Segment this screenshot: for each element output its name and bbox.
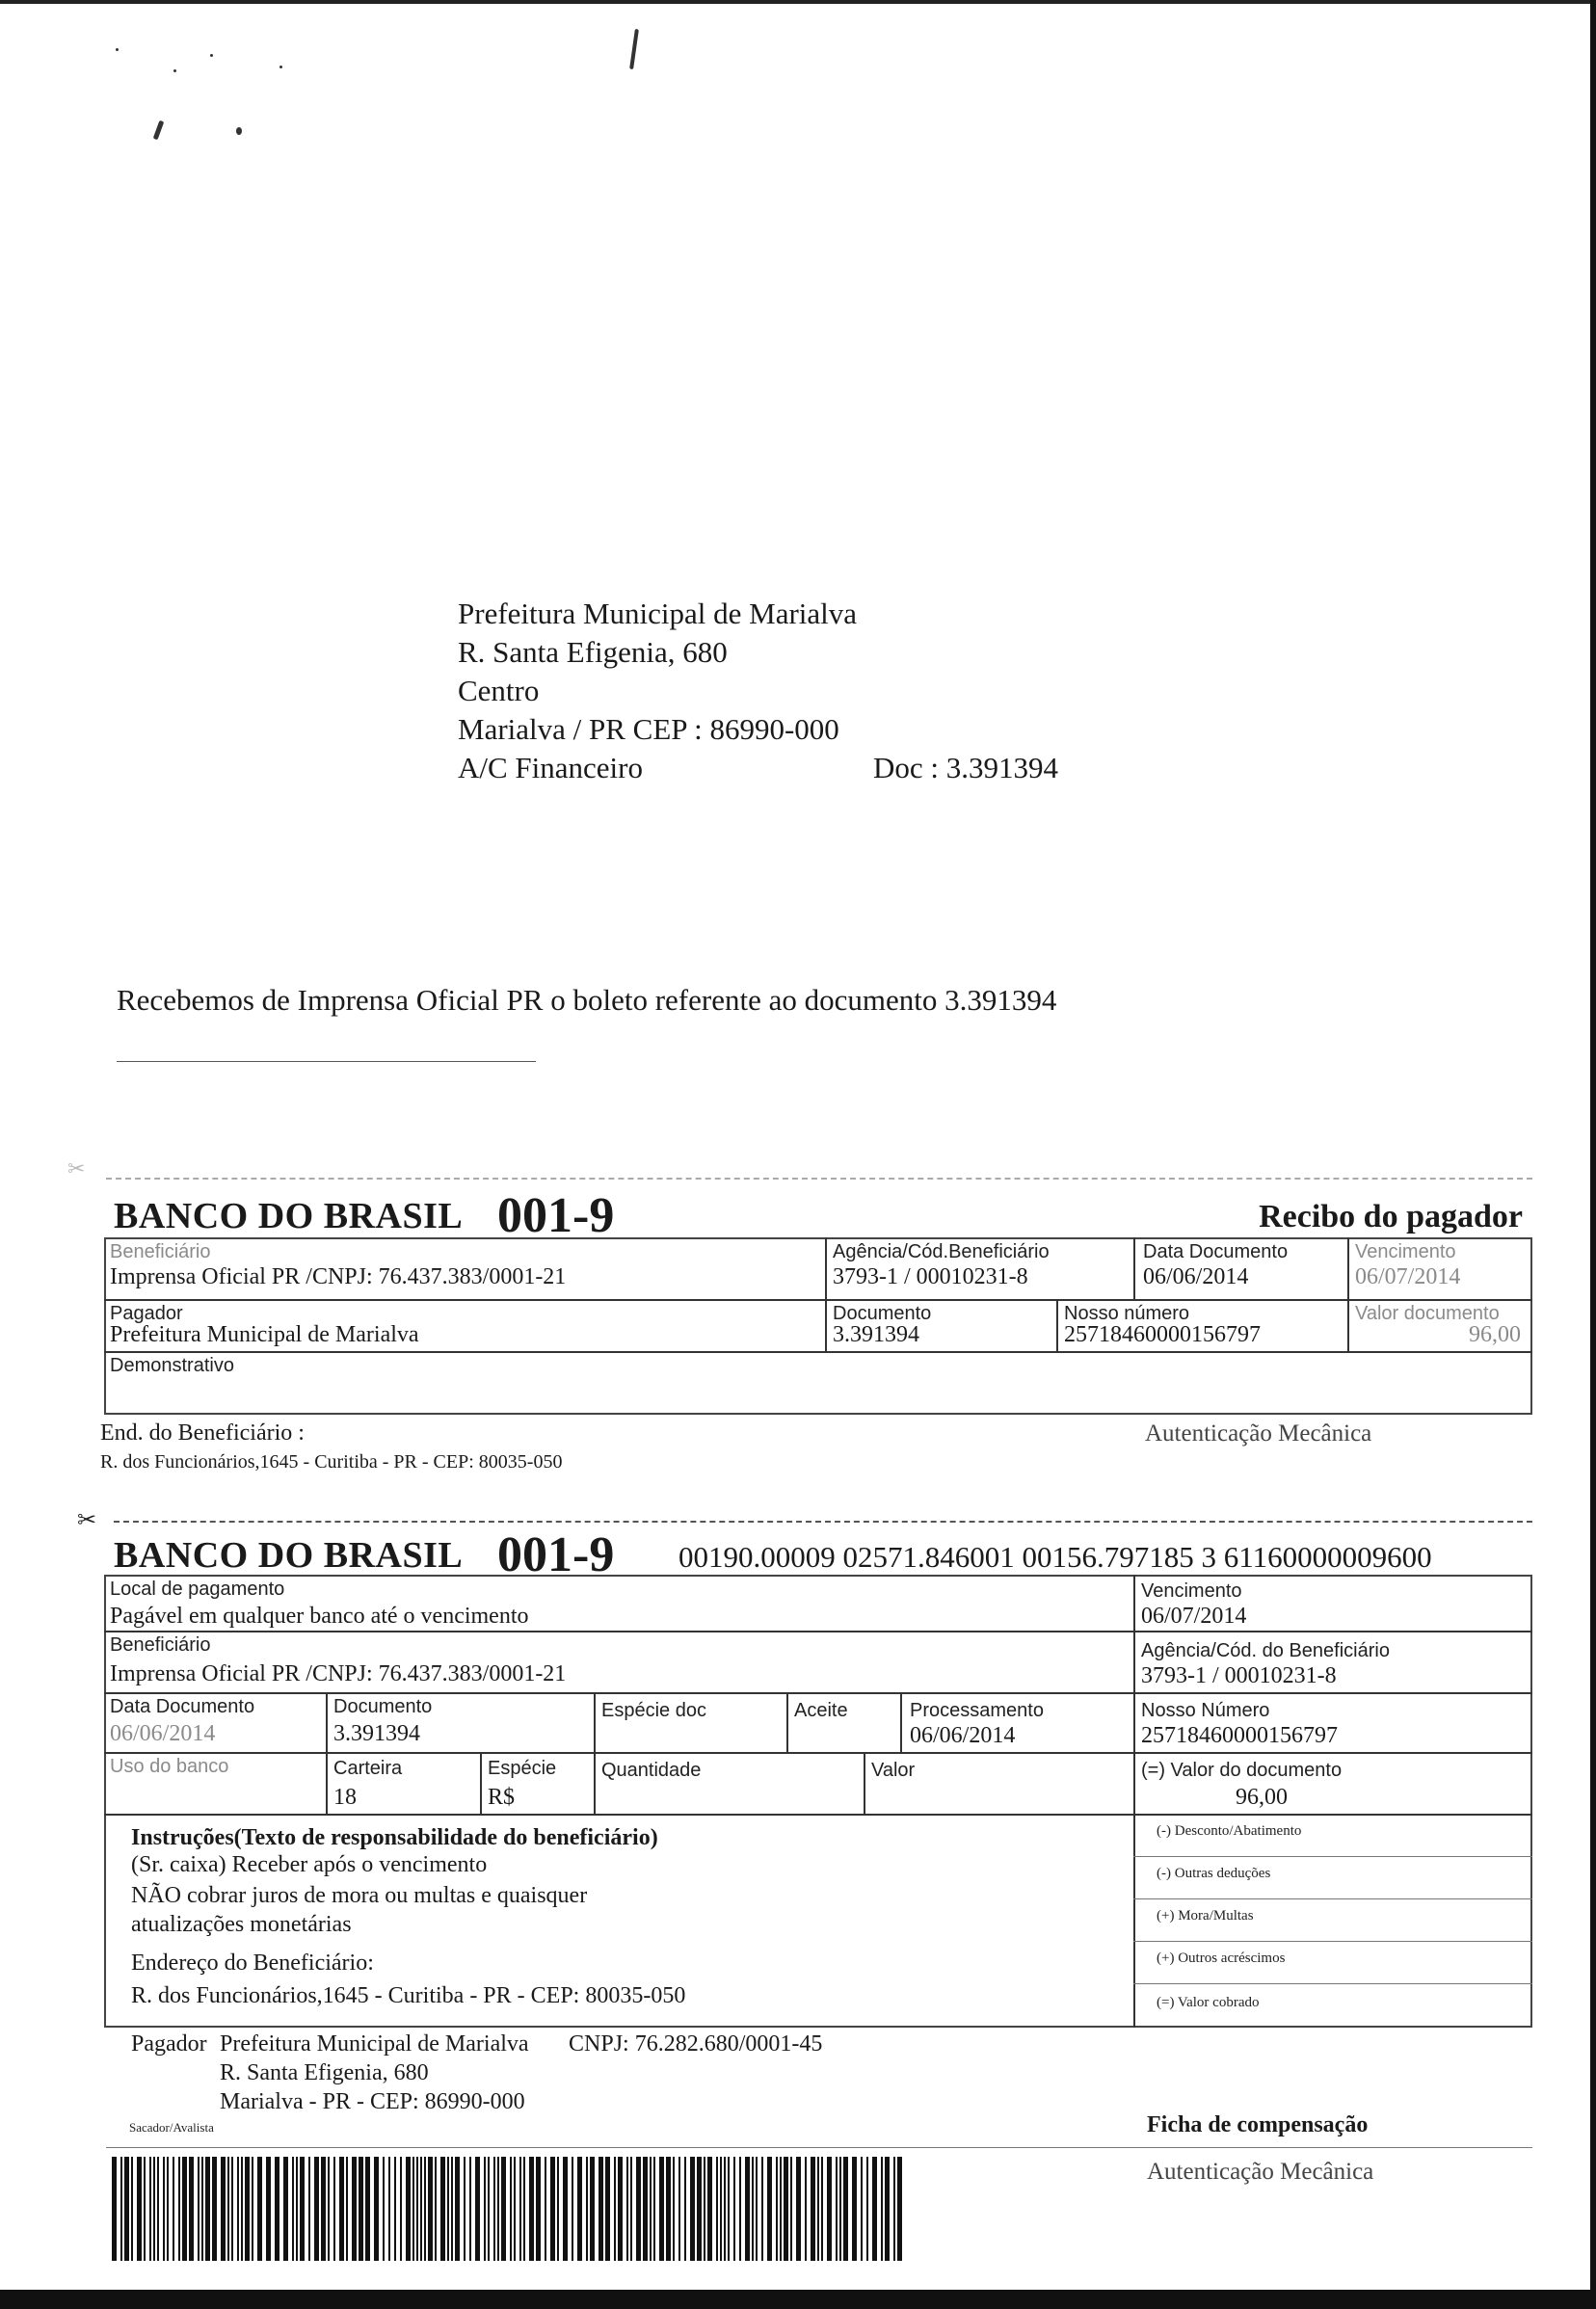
- scan-top-edge: [0, 0, 1596, 4]
- barcode-bar: [383, 2157, 385, 2261]
- recibo-vencimento-value: 06/07/2014: [1355, 1264, 1461, 1289]
- recibo-row-divider: [104, 1299, 1532, 1301]
- barcode-bar: [796, 2157, 801, 2261]
- barcode-bar: [321, 2157, 326, 2261]
- ficha-local-value: Pagável em qualquer banco até o vencimento: [110, 1604, 529, 1629]
- barcode-bar: [563, 2157, 568, 2261]
- scissors-icon: ✂: [77, 1508, 97, 1533]
- ficha-pagador-line2: R. Santa Efigenia, 680: [220, 2060, 429, 2085]
- ficha-right-row-divider: [1133, 1941, 1532, 1942]
- ficha-instrucao-line: Endereço do Beneficiário:: [131, 1951, 374, 1976]
- barcode-bar: [163, 2157, 165, 2261]
- ficha-quantidade-label: Quantidade: [601, 1760, 702, 1781]
- ficha-nosso-label: Nosso Número: [1141, 1700, 1270, 1721]
- barcode-bar: [257, 2157, 262, 2261]
- letter-district: Centro: [458, 674, 540, 707]
- letter-address: [458, 595, 857, 787]
- barcode-bar: [447, 2157, 449, 2261]
- ficha-carteira-value: 18: [333, 1785, 357, 1810]
- ficha-row-divider: [104, 1814, 1532, 1816]
- ficha-desconto-label: (-) Desconto/Abatimento: [1157, 1823, 1302, 1839]
- barcode-bar: [659, 2157, 664, 2261]
- barcode-bar: [707, 2157, 712, 2261]
- barcode-bar: [231, 2157, 233, 2261]
- barcode-bar: [653, 2157, 655, 2261]
- barcode-bar: [761, 2157, 763, 2261]
- scan-mark: [236, 127, 242, 135]
- barcode-bar: [678, 2157, 680, 2261]
- recibo-end-value: R. dos Funcionários,1645 - Curitiba - PR - CEP: 80035-050: [100, 1451, 563, 1473]
- barcode-bar: [752, 2157, 754, 2261]
- recibo-valor-label: Valor documento: [1355, 1303, 1500, 1324]
- barcode-bar: [428, 2157, 433, 2261]
- barcode-bar: [811, 2157, 815, 2261]
- scan-bottom-edge: [0, 2290, 1596, 2309]
- barcode-bar: [451, 2157, 453, 2261]
- barcode-bar: [352, 2157, 357, 2261]
- barcode-bar: [626, 2157, 628, 2261]
- scan-speck: [173, 69, 176, 72]
- barcode-bar: [523, 2157, 525, 2261]
- barcode-bar: [237, 2157, 239, 2261]
- barcode-bar: [897, 2157, 902, 2261]
- barcode-bar: [469, 2157, 471, 2261]
- recibo-demonstrativo-label: Demonstrativo: [110, 1355, 234, 1376]
- barcode-bar: [739, 2157, 741, 2261]
- ficha-processamento-label: Processamento: [910, 1700, 1044, 1721]
- ficha-bank-name: BANCO DO BRASIL: [114, 1535, 464, 1576]
- barcode-bar: [314, 2157, 319, 2261]
- barcode-bar: [212, 2157, 217, 2261]
- ficha-compensacao-title: Ficha de compensação: [1147, 2112, 1369, 2137]
- ficha-mora-label: (+) Mora/Multas: [1157, 1908, 1254, 1924]
- barcode-bar: [605, 2157, 610, 2261]
- barcode-bar: [776, 2157, 778, 2261]
- barcode-bar: [201, 2157, 203, 2261]
- barcode-bar: [137, 2157, 142, 2261]
- ficha-outros-acrescimos-label: (+) Outros acréscimos: [1157, 1951, 1286, 1966]
- barcode-bar: [716, 2157, 718, 2261]
- letter-street: R. Santa Efigenia, 680: [458, 635, 728, 669]
- barcode-bar: [300, 2157, 305, 2261]
- ficha-sacador-label: Sacador/Avalista: [129, 2120, 214, 2135]
- barcode-bar: [836, 2157, 838, 2261]
- ficha-outras-deducoes-label: (-) Outras deduções: [1157, 1866, 1271, 1881]
- barcode-bar: [557, 2157, 559, 2261]
- barcode-bar: [704, 2157, 705, 2261]
- barcode-bar: [756, 2157, 758, 2261]
- barcode-bar: [124, 2157, 129, 2261]
- barcode-bar: [805, 2157, 807, 2261]
- ficha-documento-label: Documento: [333, 1696, 433, 1717]
- ficha-local-label: Local de pagamento: [110, 1579, 285, 1600]
- scan-speck: [279, 66, 282, 68]
- ficha-right-column-divider: [1133, 1575, 1135, 2028]
- ficha-agencia-label: Agência/Cód. do Beneficiário: [1141, 1640, 1390, 1661]
- recibo-agencia-value: 3793-1 / 00010231-8: [833, 1264, 1028, 1289]
- barcode-bar: [861, 2157, 863, 2261]
- ficha-col-divider: [864, 1752, 865, 1814]
- barcode-bar: [346, 2157, 348, 2261]
- barcode: [112, 2157, 904, 2261]
- barcode-bar: [182, 2157, 187, 2261]
- barcode-bar: [296, 2157, 298, 2261]
- barcode-bar: [817, 2157, 819, 2261]
- barcode-bar: [630, 2157, 632, 2261]
- ficha-uso-banco-label: Uso do banco: [110, 1756, 229, 1777]
- ficha-instrucao-line: (Sr. caixa) Receber após o vencimento: [131, 1852, 488, 1877]
- scan-mark: [629, 29, 639, 69]
- barcode-bar: [198, 2157, 200, 2261]
- barcode-bar: [697, 2157, 702, 2261]
- ficha-pagador-cnpj: CNPJ: 76.282.680/0001-45: [569, 2031, 823, 2057]
- recibo-pagador-value: Prefeitura Municipal de Marialva: [110, 1322, 419, 1347]
- ficha-pagador-line1: Prefeitura Municipal de Marialva: [220, 2031, 529, 2057]
- ficha-valor-doc-label: (=) Valor do documento: [1141, 1760, 1343, 1781]
- barcode-bar: [388, 2157, 390, 2261]
- barcode-bar: [728, 2157, 730, 2261]
- barcode-bar: [497, 2157, 499, 2261]
- barcode-bar: [852, 2157, 857, 2261]
- ficha-processamento-value: 06/06/2014: [910, 1723, 1016, 1748]
- barcode-bar: [308, 2157, 310, 2261]
- barcode-bar: [690, 2157, 695, 2261]
- barcode-bar: [618, 2157, 623, 2261]
- barcode-bar: [359, 2157, 363, 2261]
- ficha-col-divider: [326, 1692, 328, 1814]
- barcode-bar: [227, 2157, 229, 2261]
- barcode-bar: [424, 2157, 426, 2261]
- barcode-bar: [455, 2157, 460, 2261]
- barcode-bar: [275, 2157, 279, 2261]
- ficha-col-divider: [900, 1692, 902, 1752]
- barcode-bar: [519, 2157, 521, 2261]
- barcode-bar: [374, 2157, 379, 2261]
- barcode-bar: [167, 2157, 169, 2261]
- ficha-agencia-value: 3793-1 / 00010231-8: [1141, 1663, 1337, 1688]
- ficha-data-doc-label: Data Documento: [110, 1696, 255, 1717]
- barcode-bar: [872, 2157, 877, 2261]
- recibo-agencia-label: Agência/Cód.Beneficiário: [833, 1241, 1050, 1262]
- barcode-bar: [400, 2157, 402, 2261]
- barcode-bar: [493, 2157, 495, 2261]
- barcode-bar: [406, 2157, 411, 2261]
- scissors-icon: ✂: [67, 1156, 86, 1181]
- barcode-bar: [614, 2157, 616, 2261]
- barcode-bar: [178, 2157, 180, 2261]
- ficha-linha-digitavel: 00190.00009 02571.846001 00156.797185 3 61160000009600: [678, 1540, 1432, 1574]
- barcode-bar: [475, 2157, 480, 2261]
- barcode-bar: [333, 2157, 335, 2261]
- letter-doc-ref: Doc : 3.391394: [873, 751, 1059, 784]
- ficha-instrucao-line: NÃO cobrar juros de mora ou multas e quaisquer: [131, 1883, 588, 1908]
- barcode-bar: [205, 2157, 210, 2261]
- barcode-bar: [598, 2157, 603, 2261]
- ficha-pagador-line3: Marialva - PR - CEP: 86990-000: [220, 2089, 525, 2114]
- barcode-bar: [866, 2157, 868, 2261]
- barcode-bar: [733, 2157, 735, 2261]
- barcode-bar: [529, 2157, 534, 2261]
- ficha-documento-value: 3.391394: [333, 1721, 420, 1746]
- ficha-bottom-divider: [106, 2147, 1532, 2148]
- barcode-bar: [550, 2157, 555, 2261]
- scan-mark: [153, 120, 165, 141]
- barcode-bar: [131, 2157, 133, 2261]
- barcode-bar: [149, 2157, 151, 2261]
- ficha-valor-cobrado-label: (=) Valor cobrado: [1157, 1995, 1260, 2010]
- ficha-col-divider: [786, 1692, 788, 1752]
- barcode-bar: [420, 2157, 422, 2261]
- barcode-bar: [790, 2157, 792, 2261]
- scan-right-edge: [1590, 0, 1596, 2309]
- barcode-bar: [586, 2157, 588, 2261]
- recibo-data-doc-label: Data Documento: [1143, 1241, 1289, 1262]
- ficha-aceite-label: Aceite: [794, 1700, 848, 1721]
- recibo-col-divider: [825, 1237, 827, 1351]
- recibo-autenticacao: Autenticação Mecânica: [1145, 1420, 1372, 1446]
- recibo-vencimento-label: Vencimento: [1355, 1241, 1456, 1262]
- barcode-bar: [328, 2157, 330, 2261]
- ficha-valor-label: Valor: [871, 1760, 916, 1781]
- ficha-autenticacao: Autenticação Mecânica: [1147, 2159, 1374, 2185]
- barcode-bar: [745, 2157, 750, 2261]
- ficha-data-doc-value: 06/06/2014: [110, 1721, 216, 1746]
- barcode-bar: [189, 2157, 194, 2261]
- ficha-right-row-divider: [1133, 1898, 1532, 1899]
- cut-line: [114, 1521, 1532, 1523]
- barcode-bar: [501, 2157, 506, 2261]
- scan-speck: [210, 54, 213, 57]
- ficha-pagador-label: Pagador: [131, 2031, 207, 2057]
- ficha-vencimento-value: 06/07/2014: [1141, 1604, 1247, 1629]
- signature-line: [117, 1061, 536, 1062]
- barcode-bar: [827, 2157, 832, 2261]
- recibo-bank-name: BANCO DO BRASIL: [114, 1196, 464, 1236]
- barcode-bar: [784, 2157, 788, 2261]
- barcode-bar: [440, 2157, 445, 2261]
- recibo-bank-code: 001-9: [497, 1188, 615, 1243]
- receipt-note: Recebemos de Imprensa Oficial PR o boleto referente ao documento 3.391394: [117, 983, 1057, 1017]
- barcode-bar: [252, 2157, 253, 2261]
- ficha-right-row-divider: [1133, 1983, 1532, 1984]
- barcode-bar: [484, 2157, 486, 2261]
- recibo-col-divider: [1347, 1237, 1349, 1351]
- barcode-bar: [839, 2157, 841, 2261]
- ficha-beneficiario-label: Beneficiário: [110, 1634, 211, 1656]
- barcode-bar: [643, 2157, 648, 2261]
- recibo-col-divider: [1056, 1299, 1058, 1351]
- barcode-bar: [510, 2157, 512, 2261]
- cut-line: [106, 1178, 1532, 1180]
- ficha-valor-doc-value: 96,00: [1236, 1785, 1288, 1810]
- barcode-bar: [157, 2157, 159, 2261]
- barcode-bar: [283, 2157, 288, 2261]
- barcode-bar: [245, 2157, 250, 2261]
- barcode-bar: [577, 2157, 582, 2261]
- barcode-bar: [221, 2157, 226, 2261]
- letter-attention: A/C Financeiro: [458, 751, 643, 784]
- barcode-bar: [464, 2157, 466, 2261]
- recibo-documento-value: 3.391394: [833, 1322, 919, 1347]
- recibo-title: Recibo do pagador: [1259, 1199, 1523, 1234]
- barcode-bar: [572, 2157, 573, 2261]
- barcode-bar: [881, 2157, 883, 2261]
- barcode-bar: [144, 2157, 146, 2261]
- barcode-bar: [292, 2157, 294, 2261]
- ficha-instrucao-line: atualizações monetárias: [131, 1912, 352, 1937]
- letter-city-cep: Marialva / PR CEP : 86990-000: [458, 712, 839, 746]
- ficha-especie-value: R$: [488, 1785, 516, 1810]
- recibo-row-divider: [104, 1351, 1532, 1353]
- ficha-bank-code: 001-9: [497, 1527, 615, 1582]
- barcode-bar: [720, 2157, 722, 2261]
- letter-org: Prefeitura Municipal de Marialva: [458, 597, 858, 630]
- barcode-bar: [724, 2157, 726, 2261]
- barcode-bar: [120, 2157, 122, 2261]
- barcode-bar: [545, 2157, 546, 2261]
- ficha-instrucoes-title: Instruções(Texto de responsabilidade do beneficiário): [131, 1825, 658, 1850]
- recibo-pagador-label: Pagador: [110, 1303, 183, 1324]
- ficha-especie-label: Espécie: [488, 1758, 557, 1779]
- barcode-bar: [266, 2157, 271, 2261]
- ficha-row-divider: [104, 1631, 1532, 1632]
- ficha-especie-doc-label: Espécie doc: [601, 1700, 706, 1721]
- ficha-row-divider: [104, 1692, 1532, 1694]
- barcode-bar: [416, 2157, 418, 2261]
- barcode-bar: [173, 2157, 174, 2261]
- barcode-bar: [412, 2157, 414, 2261]
- ficha-instrucao-line: R. dos Funcionários,1645 - Curitiba - PR - CEP: 80035-050: [131, 1983, 686, 2008]
- recibo-nosso-label: Nosso número: [1064, 1303, 1190, 1324]
- ficha-row-divider: [104, 1752, 1532, 1754]
- ficha-beneficiario-value: Imprensa Oficial PR /CNPJ: 76.437.383/0001-21: [110, 1661, 567, 1686]
- ficha-right-row-divider: [1133, 1856, 1532, 1857]
- barcode-bar: [514, 2157, 516, 2261]
- barcode-bar: [488, 2157, 490, 2261]
- recibo-data-doc-value: 06/06/2014: [1143, 1264, 1249, 1289]
- ficha-vencimento-label: Vencimento: [1141, 1580, 1242, 1602]
- barcode-bar: [821, 2157, 823, 2261]
- barcode-bar: [536, 2157, 541, 2261]
- barcode-bar: [365, 2157, 370, 2261]
- ficha-carteira-label: Carteira: [333, 1758, 403, 1779]
- recibo-col-divider: [1133, 1237, 1135, 1299]
- recibo-documento-label: Documento: [833, 1303, 932, 1324]
- barcode-bar: [435, 2157, 437, 2261]
- barcode-bar: [843, 2157, 848, 2261]
- recibo-valor-value: 96,00: [1469, 1322, 1521, 1347]
- barcode-bar: [153, 2157, 155, 2261]
- barcode-bar: [590, 2157, 595, 2261]
- barcode-bar: [767, 2157, 772, 2261]
- barcode-bar: [893, 2157, 895, 2261]
- barcode-bar: [650, 2157, 652, 2261]
- barcode-bar: [780, 2157, 782, 2261]
- recibo-nosso-value: 25718460000156797: [1064, 1322, 1261, 1347]
- barcode-bar: [394, 2157, 396, 2261]
- barcode-bar: [684, 2157, 686, 2261]
- recibo-end-label: End. do Beneficiário :: [100, 1420, 305, 1446]
- barcode-bar: [112, 2157, 117, 2261]
- recibo-beneficiario-label: Beneficiário: [110, 1241, 211, 1262]
- scan-speck: [116, 48, 119, 51]
- ficha-col-divider: [480, 1752, 482, 1814]
- barcode-bar: [885, 2157, 890, 2261]
- barcode-bar: [636, 2157, 641, 2261]
- barcode-bar: [666, 2157, 671, 2261]
- barcode-bar: [673, 2157, 675, 2261]
- barcode-bar: [339, 2157, 344, 2261]
- ficha-col-divider: [594, 1692, 596, 1814]
- recibo-beneficiario-value: Imprensa Oficial PR /CNPJ: 76.437.383/0001-21: [110, 1264, 567, 1289]
- barcode-bar: [241, 2157, 243, 2261]
- ficha-nosso-value: 25718460000156797: [1141, 1723, 1338, 1748]
